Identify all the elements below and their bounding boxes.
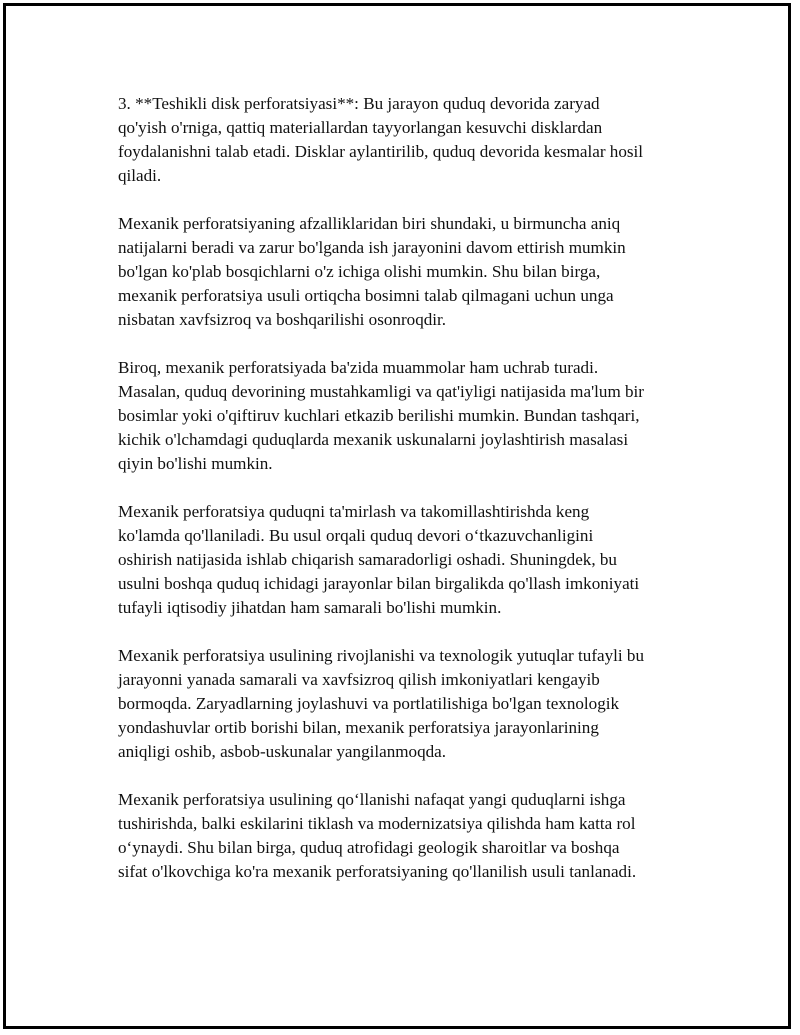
paragraph-disk-perforation: 3. **Teshikli disk perforatsiyasi**: Bu jarayon quduq devorida zaryad qo'yish o'rniga, qattiq materiallardan tayyorlangan kesuvchi disklardan foydalanishni talab etadi. Disklar aylantirilib, quduq devorida kesmalar hosil qiladi. — [118, 94, 644, 185]
document-body — [118, 92, 718, 908]
paragraph-problems: Biroq, mexanik perforatsiyada ba'zida muammolar ham uchrab turadi. Masalan, quduq devorining mustahkamligi va qat'iyligi natijasida ma'lum bir bosimlar yoki o'qiftiruv kuchlari etkazib berilishi mumkin. Bundan tashqari, kichik o'lchamdagi quduqlarda mexanik uskunalarni joylashtirish masalasi qiyin bo'lishi mumkin. — [118, 358, 645, 473]
paragraph-development: Mexanik perforatsiya usulining rivojlanishi va texnologik yutuqlar tufayli bu jarayonni yanada samarali va xavfsizroq qilish imkoniyatlari kengayib bormoqda. Zaryadlarning joylashuvi va portlatilishiga bo'lgan texnologik yondashuvlar ortib borishi bilan, mexanik perforatsiya jarayonlarining aniqligi oshib, asbob-uskunalar yangilanmoqda. — [118, 646, 645, 761]
paragraph-usage: Mexanik perforatsiya usulining qo‘llanishi nafaqat yangi quduqlarni ishga tushirishda, balki eskilarini tiklash va modernizatsiya qilishda ham katta rol o‘ynaydi. Shu bilan birga, quduq atrofidagi geologik sharoitlar va boshqa sifat o'lkovchiga ko'ra mexanik perforatsiyaning qo'llanilish usuli tanlanadi. — [118, 790, 637, 881]
paragraph-applications: Mexanik perforatsiya quduqni ta'mirlash va takomillashtirishda keng ko'lamda qo'llaniladi. Bu usul orqali quduq devori o‘tkazuvchanligini oshirish natijasida ishlab chiqarish samaradorligi oshadi. Shuningdek, bu usulni boshqa quduq ichidagi jarayonlar bilan birgalikda qo'llash imkoniyati tufayli iqtisodiy jihatdan ham samarali bo'lishi mumkin. — [118, 502, 640, 617]
paragraph-advantages: Mexanik perforatsiyaning afzalliklaridan biri shundaki, u birmuncha aniq natijalarni beradi va zarur bo'lganda ish jarayonini davom ettirish mumkin bo'lgan ko'plab bosqichlarni o'z ichiga olishi mumkin. Shu bilan birga, mexanik perforatsiya usuli ortiqcha bosimni talab qilmagani uchun unga nisbatan xavfsizroq va boshqarilishi osonroqdir. — [118, 214, 626, 329]
